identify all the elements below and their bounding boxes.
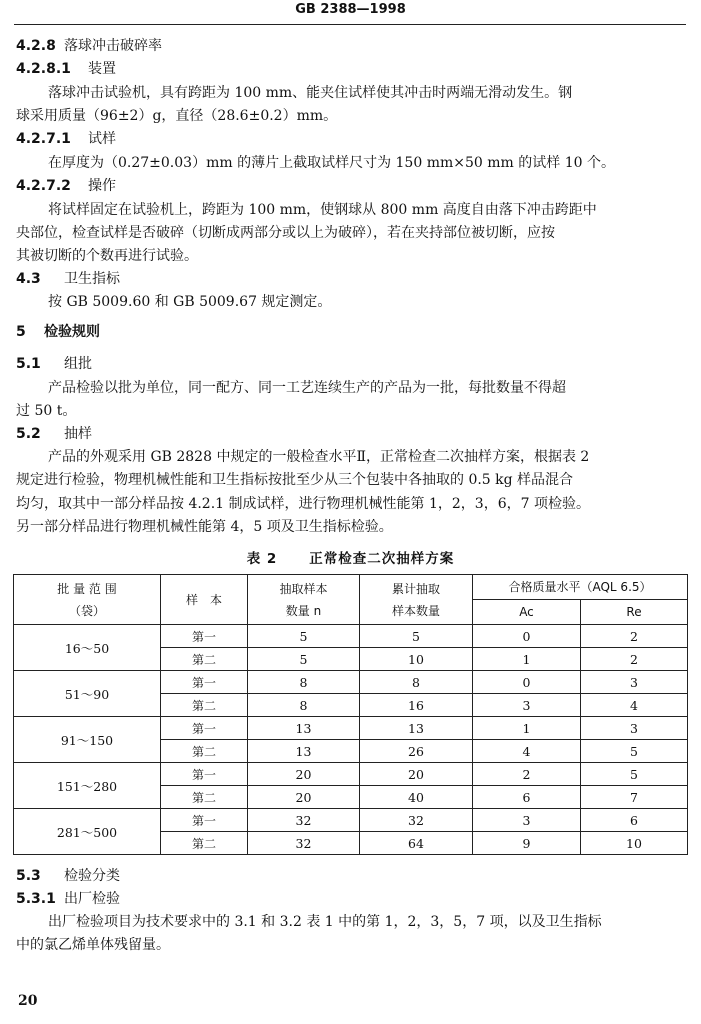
section-title: 检验规则 <box>44 324 100 340</box>
paragraph-line: 中的氯乙烯单体残留量。 <box>16 937 170 953</box>
section-number: 5.1 <box>16 356 41 372</box>
re-cell: 5 <box>581 763 688 786</box>
section-title: 落球冲击破碎率 <box>64 38 162 54</box>
section-number: 5.3 <box>16 868 41 884</box>
section-title: 抽样 <box>64 426 92 442</box>
cumulative-size-cell: 13 <box>360 717 473 740</box>
section-5-3-heading <box>16 868 120 884</box>
section-5-2-heading <box>16 426 92 442</box>
batch-range-cell: 51～90 <box>14 671 161 717</box>
table-title: 正常检查二次抽样方案 <box>309 551 455 567</box>
section-number: 4.2.7.1 <box>16 131 71 147</box>
ac-cell: 6 <box>473 786 581 809</box>
section-title: 操作 <box>88 178 116 194</box>
sample-cell: 第一 <box>161 671 248 694</box>
section-5-1-heading <box>16 356 92 372</box>
page-number: 20 <box>18 993 38 1009</box>
paragraph-line: 在厚度为（0.27±0.03）mm 的薄片上截取试样尺寸为 150 mm×50 mm 的试样 10 个。 <box>48 155 615 171</box>
table-number: 表 2 <box>246 551 278 567</box>
sample-size-cell: 5 <box>248 648 360 671</box>
table-row <box>14 625 688 648</box>
re-cell: 2 <box>581 625 688 648</box>
cumulative-size-cell: 8 <box>360 671 473 694</box>
section-4-2-8-heading <box>16 38 162 54</box>
standard-header: GB 2388—1998 <box>295 2 406 17</box>
cumulative-size-cell: 16 <box>360 694 473 717</box>
cumulative-size-cell: 40 <box>360 786 473 809</box>
re-cell: 5 <box>581 740 688 763</box>
table-row <box>14 763 688 786</box>
re-cell: 2 <box>581 648 688 671</box>
re-cell: 4 <box>581 694 688 717</box>
table-row <box>14 671 688 694</box>
re-cell: 10 <box>581 832 688 855</box>
re-cell: 3 <box>581 717 688 740</box>
section-5-heading <box>16 324 100 340</box>
re-cell: 7 <box>581 786 688 809</box>
header-text: 抽取样本 <box>279 581 328 596</box>
section-4-2-8-1-heading <box>16 61 116 77</box>
header-text: 批 量 范 围 <box>57 581 117 596</box>
sample-cell: 第一 <box>161 717 248 740</box>
sample-size-cell: 13 <box>248 740 360 763</box>
section-title: 组批 <box>64 356 92 372</box>
sample-size-cell: 5 <box>248 625 360 648</box>
section-title: 试样 <box>88 131 116 147</box>
sample-size-cell: 8 <box>248 671 360 694</box>
header-sample: 样 本 <box>161 575 248 625</box>
paragraph-line: 央部位，检查试样是否破碎（切断成两部分或以上为破碎），若在夹持部位被切断，应按 <box>16 225 555 241</box>
paragraph-line: 其被切断的个数再进行试验。 <box>16 248 198 264</box>
ac-cell: 4 <box>473 740 581 763</box>
header-rule <box>14 24 686 25</box>
section-number: 5 <box>16 324 26 340</box>
paragraph-line: 规定进行检验，物理机械性能和卫生指标按批至少从三个包装中各抽取的 0.5 kg 样品混合 <box>16 472 574 488</box>
section-number: 5.3.1 <box>16 891 56 907</box>
sample-cell: 第二 <box>161 786 248 809</box>
paragraph-line: 按 GB 5009.60 和 GB 5009.67 规定测定。 <box>48 294 332 310</box>
paragraph-line: 出厂检验项目为技术要求中的 3.1 和 3.2 表 1 中的第 1，2，3，5，7 项，以及卫生指标 <box>48 914 602 930</box>
section-number: 4.2.8.1 <box>16 61 71 77</box>
sample-cell: 第二 <box>161 694 248 717</box>
section-number: 5.2 <box>16 426 41 442</box>
sample-cell: 第二 <box>161 740 248 763</box>
section-title: 卫生指标 <box>64 271 120 287</box>
batch-range-cell: 16～50 <box>14 625 161 671</box>
cumulative-size-cell: 32 <box>360 809 473 832</box>
ac-cell: 1 <box>473 648 581 671</box>
paragraph-line: 过 50 t。 <box>16 403 77 419</box>
ac-cell: 0 <box>473 671 581 694</box>
section-4-3-heading <box>16 271 120 287</box>
sample-cell: 第一 <box>161 625 248 648</box>
paragraph-line: 落球冲击试验机，具有跨距为 100 mm、能夹住试样使其冲击时两端无滑动发生。钢 <box>48 85 573 101</box>
paragraph-line: 球采用质量（96±2）g，直径（28.6±0.2）mm。 <box>16 108 338 124</box>
ac-cell: 0 <box>473 625 581 648</box>
paragraph-line: 产品的外观采用 GB 2828 中规定的一般检查水平Ⅱ，正常检查二次抽样方案，根据表 2 <box>48 449 590 465</box>
cumulative-size-cell: 64 <box>360 832 473 855</box>
paragraph-line: 另一部分样品进行物理机械性能第 4，5 项及卫生指标检验。 <box>16 519 393 535</box>
sample-size-cell: 32 <box>248 809 360 832</box>
cumulative-size-cell: 5 <box>360 625 473 648</box>
sample-cell: 第二 <box>161 832 248 855</box>
sample-cell: 第一 <box>161 763 248 786</box>
header-text: 累计抽取 <box>391 581 440 596</box>
paragraph-line: 均匀，取其中一部分样品按 4.2.1 制成试样，进行物理机械性能第 1，2，3，6，7 项检验。 <box>16 496 590 512</box>
batch-range-cell: 281～500 <box>14 809 161 855</box>
batch-range-cell: 151～280 <box>14 763 161 809</box>
sampling-plan-table <box>13 574 688 855</box>
section-title: 装置 <box>88 61 116 77</box>
paragraph-line: 产品检验以批为单位，同一配方、同一工艺连续生产的产品为一批，每批数量不得超 <box>48 380 566 396</box>
section-number: 4.2.7.2 <box>16 178 71 194</box>
ac-cell: 2 <box>473 763 581 786</box>
section-number: 4.2.8 <box>16 38 56 54</box>
sample-cell: 第一 <box>161 809 248 832</box>
table-row <box>14 809 688 832</box>
cumulative-size-cell: 10 <box>360 648 473 671</box>
paragraph-line: 将试样固定在试验机上，跨距为 100 mm，使钢球从 800 mm 高度自由落下冲击跨距中 <box>48 202 597 218</box>
header-sample-size <box>248 575 360 625</box>
cumulative-size-cell: 26 <box>360 740 473 763</box>
sample-size-cell: 32 <box>248 832 360 855</box>
cumulative-size-cell: 20 <box>360 763 473 786</box>
section-4-2-7-1-heading <box>16 131 116 147</box>
re-cell: 3 <box>581 671 688 694</box>
section-title: 出厂检验 <box>64 891 120 907</box>
header-ac: Ac <box>473 600 581 625</box>
sample-size-cell: 13 <box>248 717 360 740</box>
section-title: 检验分类 <box>64 868 120 884</box>
batch-range-cell: 91～150 <box>14 717 161 763</box>
header-re: Re <box>581 600 688 625</box>
section-number: 4.3 <box>16 271 41 287</box>
sample-cell: 第二 <box>161 648 248 671</box>
header-cumulative-size <box>360 575 473 625</box>
sample-size-cell: 20 <box>248 763 360 786</box>
re-cell: 6 <box>581 809 688 832</box>
ac-cell: 3 <box>473 694 581 717</box>
header-text: 样本数量 <box>391 603 440 618</box>
header-unit: （袋） <box>68 603 105 618</box>
ac-cell: 9 <box>473 832 581 855</box>
ac-cell: 1 <box>473 717 581 740</box>
section-5-3-1-heading <box>16 891 120 907</box>
table-row <box>14 717 688 740</box>
sample-size-cell: 20 <box>248 786 360 809</box>
header-text: 数量 n <box>285 603 322 618</box>
header-batch-range <box>14 575 161 625</box>
header-aql: 合格质量水平（AQL 6.5） <box>473 575 688 600</box>
ac-cell: 3 <box>473 809 581 832</box>
table-caption <box>0 547 701 567</box>
section-4-2-7-2-heading <box>16 178 116 194</box>
sample-size-cell: 8 <box>248 694 360 717</box>
